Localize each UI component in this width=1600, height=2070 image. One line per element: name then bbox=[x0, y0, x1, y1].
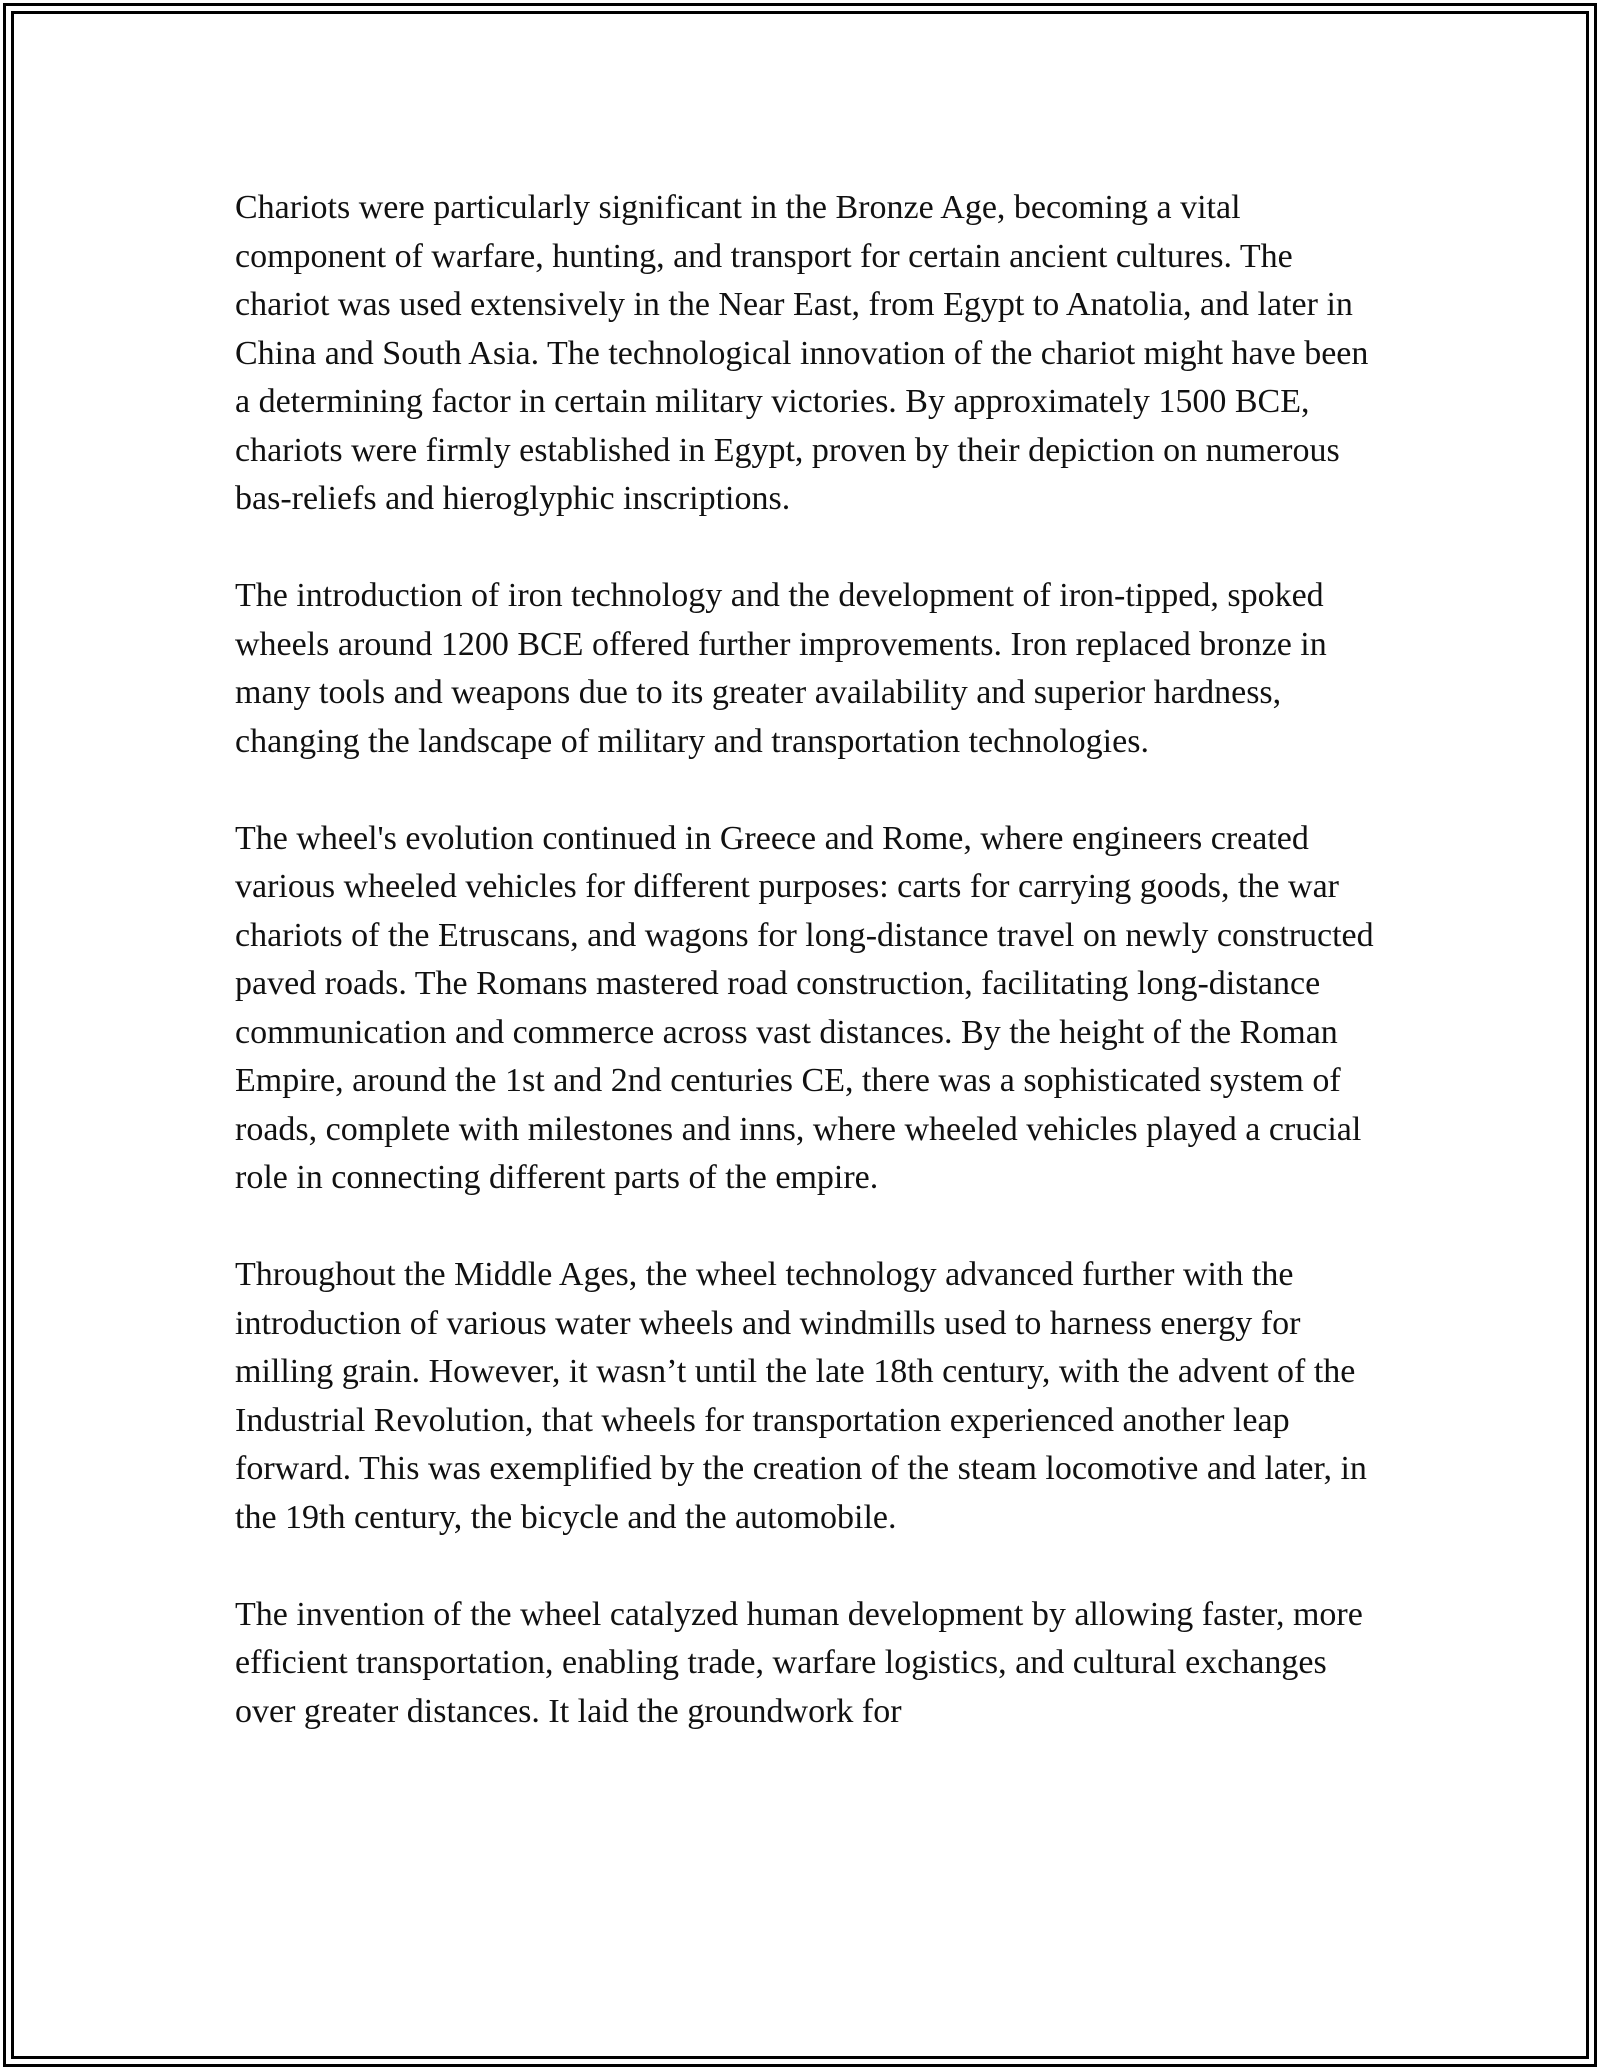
paragraph-iron-technology: The introduction of iron technology and the development of iron-tipped, spoked wheels around 1200 BCE offered further improvements. Iron replaced bronze in many tools and weapons due to its greater availability and superior hardness, changing the landscape of military and transportation technologies. bbox=[235, 577, 1327, 760]
paragraph-invention-impact: The invention of the wheel catalyzed human development by allowing faster, more efficient transportation, enabling trade, warfare logistics, and cultural exchanges over greater distances. It laid the groundwork for bbox=[235, 1595, 1363, 1730]
paragraph-chariots: Chariots were particularly significant in the Bronze Age, becoming a vital component of warfare, hunting, and transport for certain ancient cultures. The chariot was used extensively in the Near East, from Egypt to Anatolia, and later in China and South Asia. The technological innovation of the chariot might have been a determining factor in certain military victories. By approximately 1500 BCE, chariots were firmly established in Egypt, proven by their depiction on numerous bas-reliefs and hieroglyphic inscriptions. bbox=[235, 189, 1369, 517]
paragraph-greece-rome: The wheel's evolution continued in Greece and Rome, where engineers created various wheeled vehicles for different purposes: carts for carrying goods, the war chariots of the Etruscans, and wagons for long-distance travel on newly constructed paved roads. The Romans mastered road construction, facilitating long-distance communication and commerce across vast distances. By the height of the Roman Empire, around the 1st and 2nd centuries CE, there was a sophisticated system of roads, complete with milestones and inns, where wheeled vehicles played a crucial role in connecting different parts of the empire. bbox=[235, 819, 1374, 1196]
paragraph-middle-ages: Throughout the Middle Ages, the wheel technology advanced further with the introduction of various water wheels and windmills used to harness energy for milling grain. However, it wasn’t until the late 18th century, with the advent of the Industrial Revolution, that wheels for transportation experienced another leap forward. This was exemplified by the creation of the steam locomotive and later, in the 19th century, the bicycle and the automobile. bbox=[235, 1256, 1367, 1536]
document-body bbox=[235, 184, 1375, 1785]
